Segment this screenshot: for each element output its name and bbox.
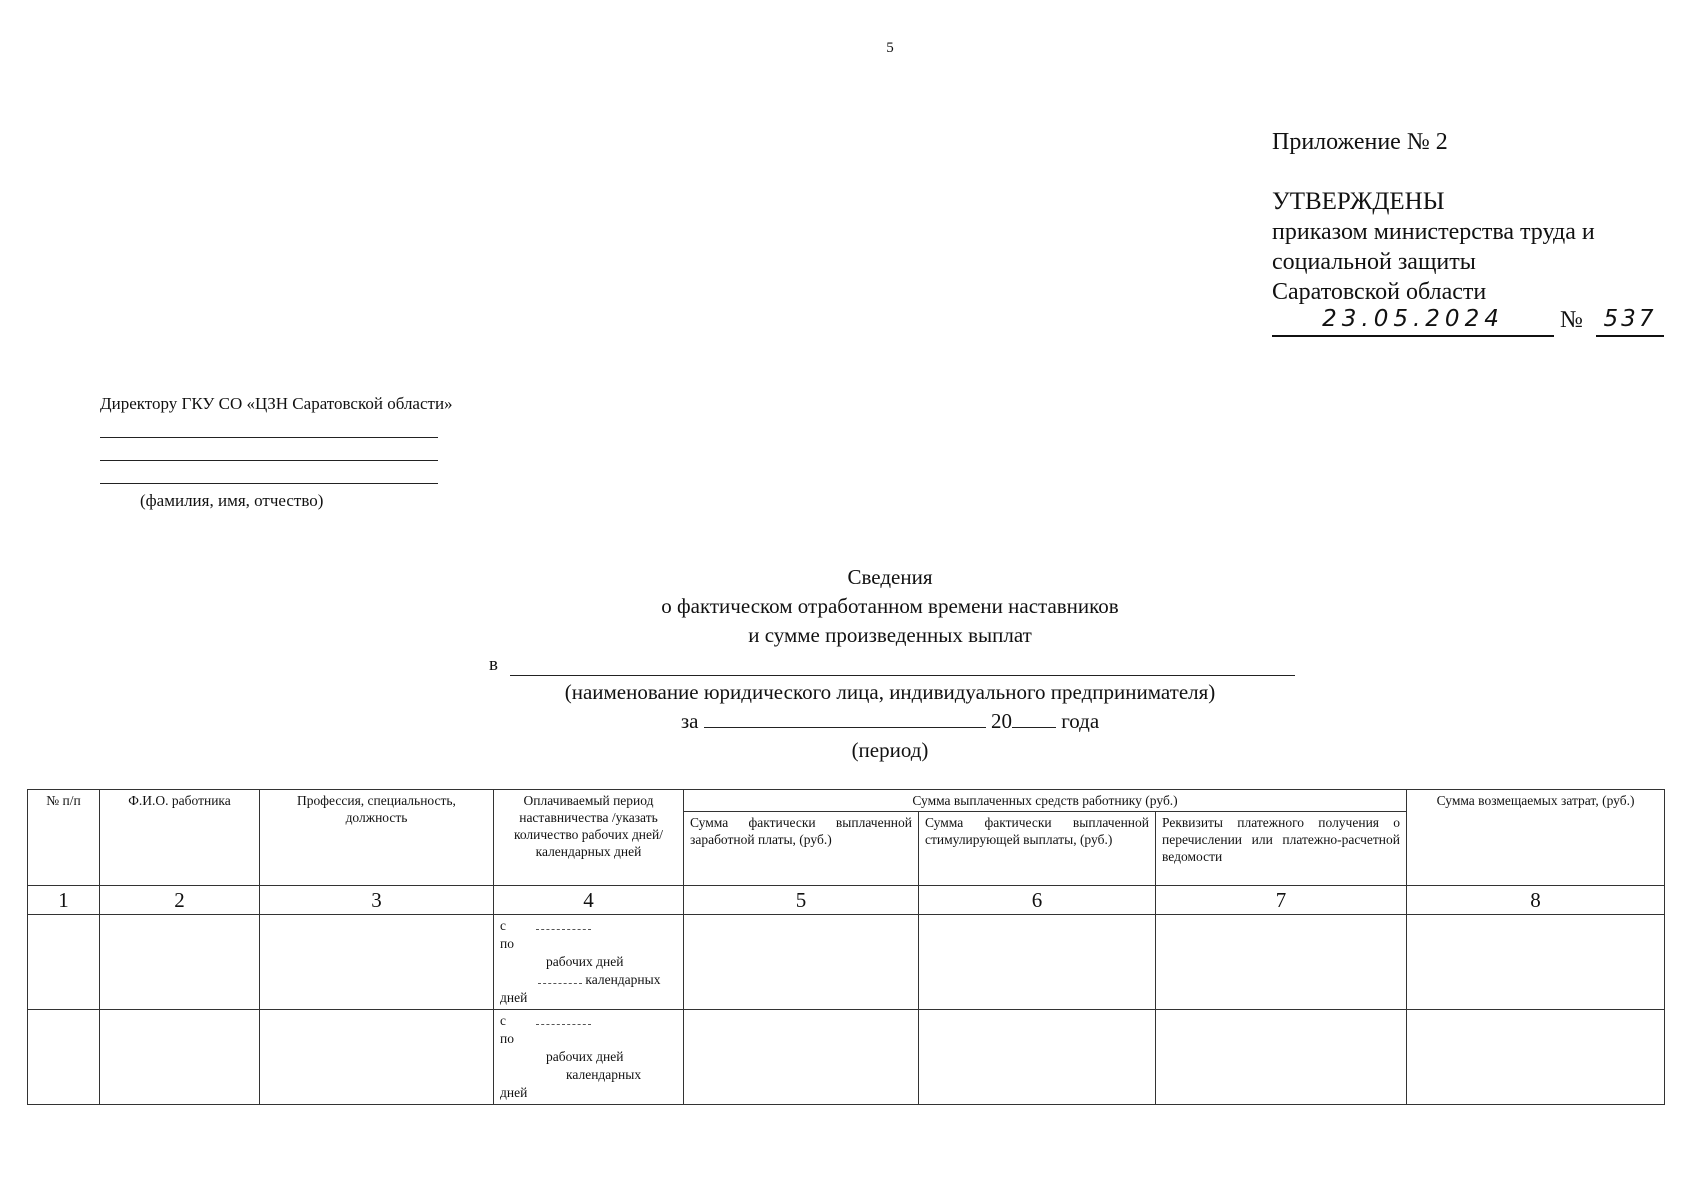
title-line-2: о фактическом отработанном времени наставников — [661, 594, 1119, 618]
order-number: 537 — [1596, 305, 1664, 337]
cell-salary — [684, 1010, 919, 1105]
header-paid-group: Сумма выплаченных средств работнику (руб.) — [684, 790, 1407, 812]
document-title — [440, 563, 1340, 650]
calendar-days-label: календарных — [566, 1067, 642, 1082]
order-date: 23.05.2024 — [1272, 305, 1554, 337]
period-from-label: с — [500, 918, 506, 933]
work-days-label: рабочих дней — [546, 954, 624, 969]
cell-period — [494, 1010, 684, 1105]
column-number: 4 — [494, 886, 684, 915]
calendar-days-suffix: дней — [500, 1085, 528, 1100]
title-line-3: и сумме произведенных выплат — [748, 623, 1032, 647]
cell-number — [28, 915, 100, 1010]
period-to-label: по — [500, 1031, 514, 1046]
cell-payment-details — [1156, 915, 1407, 1010]
organization-hint: (наименование юридического лица, индивидуального предпринимателя) — [564, 680, 1216, 704]
cell-number — [28, 1010, 100, 1105]
cell-name — [100, 915, 260, 1010]
header-bonus: Сумма фактически выплаченной стимулирующей выплаты, (руб.) — [919, 812, 1156, 886]
approval-line-1: приказом министерства труда и — [1272, 219, 1595, 245]
period-row — [440, 707, 1340, 734]
cell-bonus — [919, 1010, 1156, 1105]
header-payment-details: Реквизиты платежного получения о перечислении или платежно-расчетной ведомости — [1156, 812, 1407, 886]
addressee-hint: (фамилия, имя, отчество) — [140, 491, 324, 510]
page-number: 5 — [886, 40, 894, 56]
cell-profession — [260, 1010, 494, 1105]
column-number: 7 — [1156, 886, 1407, 915]
year-blank — [1012, 707, 1056, 728]
table-row — [28, 915, 1665, 1010]
column-numbers-row — [28, 886, 1665, 915]
period-blank — [704, 707, 986, 728]
calendar-days-label: календарных — [585, 972, 661, 987]
appendix-label: Приложение № 2 — [1272, 129, 1448, 155]
period-to-label: по — [500, 936, 514, 951]
approval-block — [1272, 127, 1692, 333]
column-number: 1 — [28, 886, 100, 915]
cell-period — [494, 915, 684, 1010]
header-profession: Профессия, специальность, должность — [260, 790, 494, 886]
addressee-line-1 — [100, 437, 438, 438]
period-from-blank — [536, 917, 591, 930]
cell-reimbursed — [1407, 915, 1665, 1010]
cell-payment-details — [1156, 1010, 1407, 1105]
column-number: 5 — [684, 886, 919, 915]
calendar-days-suffix: дней — [500, 990, 528, 1005]
organization-line — [510, 675, 1295, 676]
work-days-label: рабочих дней — [546, 1049, 624, 1064]
order-number-label: № — [1560, 307, 1583, 333]
cell-name — [100, 1010, 260, 1105]
title-line-1: Сведения — [847, 565, 933, 589]
header-name: Ф.И.О. работника — [100, 790, 260, 886]
column-number: 3 — [260, 886, 494, 915]
cell-bonus — [919, 915, 1156, 1010]
period-hint: (период) — [851, 738, 929, 762]
period-from-blank — [536, 1012, 591, 1025]
approval-line-2: социальной защиты — [1272, 249, 1476, 275]
approval-line-3: Саратовской области — [1272, 279, 1487, 305]
addressee-line-3 — [100, 483, 438, 484]
column-number: 8 — [1407, 886, 1665, 915]
header-number: № п/п — [28, 790, 100, 886]
addressee: Директору ГКУ СО «ЦЗН Саратовской области» — [100, 394, 453, 413]
period-suffix: года — [1061, 709, 1100, 733]
organization-prefix: в — [489, 654, 498, 675]
cell-salary — [684, 915, 919, 1010]
table-row — [28, 1010, 1665, 1105]
cell-profession — [260, 915, 494, 1010]
header-reimbursed: Сумма возмещаемых затрат, (руб.) — [1407, 790, 1665, 886]
header-salary: Сумма фактически выплаченной заработной платы, (руб.) — [684, 812, 919, 886]
header-period: Оплачиваемый период наставничества /указать количество рабочих дней/календарных дней — [494, 790, 684, 886]
addressee-line-2 — [100, 460, 438, 461]
period-prefix: за — [680, 709, 699, 733]
year-prefix: 20 — [990, 709, 1012, 733]
report-table — [27, 789, 1665, 1105]
column-number: 2 — [100, 886, 260, 915]
cell-reimbursed — [1407, 1010, 1665, 1105]
period-from-label: с — [500, 1013, 506, 1028]
calendar-days-blank — [538, 971, 582, 984]
order-reference — [1272, 305, 1692, 335]
column-number: 6 — [919, 886, 1156, 915]
approved-heading: УТВЕРЖДЕНЫ — [1272, 188, 1445, 215]
